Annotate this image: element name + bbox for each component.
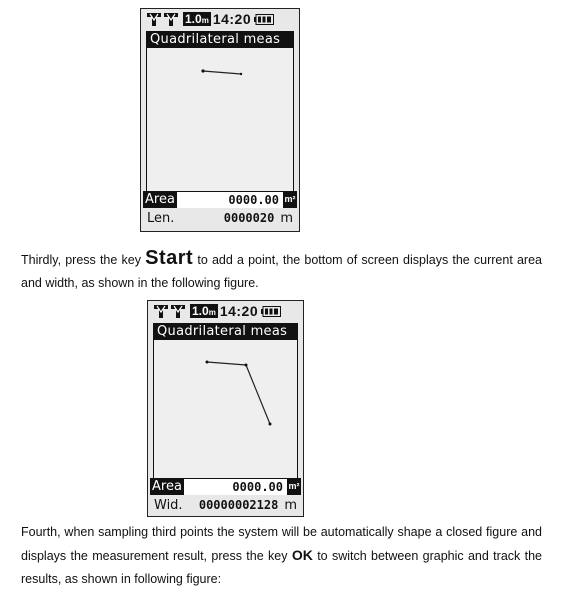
area-value: 0000.00 <box>228 193 279 207</box>
battery-icon <box>261 306 281 317</box>
signal-icon <box>164 13 178 26</box>
width-unit: m <box>284 497 297 513</box>
status-bar <box>141 9 299 29</box>
length-label: Len. <box>147 210 175 226</box>
clock: 14:20 <box>219 303 259 319</box>
clock: 14:20 <box>212 11 252 27</box>
track-segment <box>203 71 241 74</box>
drawing-canvas <box>146 48 294 191</box>
start-key-label: Start <box>145 247 194 269</box>
status-bar <box>148 301 303 321</box>
paragraph-third-step: Thirdly, press the key Start to add a point, the bottom of screen displays the current area and width, as shown in the following figure. <box>21 247 542 290</box>
area-unit: m² <box>283 192 297 208</box>
length-value: 0000020 <box>223 211 275 225</box>
device-screen-2 <box>147 300 304 517</box>
area-row <box>143 191 297 208</box>
width-label: Wid. <box>154 497 183 513</box>
length-unit: m <box>280 210 293 226</box>
track-point <box>240 73 242 75</box>
info-row <box>147 209 293 227</box>
paragraph-fourth-step: Fourth, when sampling third points the system will be automatically shape a closed figure and displays the measurement result, press the key OK to switch between graphic and track the results, as shown in following figure: <box>21 525 542 586</box>
area-unit: m² <box>287 479 301 495</box>
drawing-canvas <box>153 340 298 478</box>
track-point <box>201 69 204 72</box>
track-point <box>245 364 248 367</box>
area-label: Area <box>152 479 182 494</box>
area-value: 0000.00 <box>232 480 283 494</box>
track-segment <box>246 365 270 424</box>
track-segment <box>207 362 246 365</box>
range-badge: 1.0m <box>192 304 216 318</box>
screen-title: Quadrilateral meas <box>153 323 298 340</box>
device-screen-1 <box>140 8 300 232</box>
battery-icon <box>254 14 274 25</box>
info-row <box>154 496 297 514</box>
signal-icon <box>147 13 161 26</box>
signal-icon <box>154 305 168 318</box>
width-value: 00000002128 <box>198 498 279 512</box>
track-point <box>206 361 209 364</box>
ok-key-label: OK <box>291 547 313 563</box>
area-row <box>150 478 301 495</box>
screen-title: Quadrilateral meas <box>146 31 294 48</box>
range-badge: 1.0m <box>185 12 209 26</box>
signal-icon <box>171 305 185 318</box>
track-point <box>269 423 272 426</box>
area-label: Area <box>145 192 175 207</box>
